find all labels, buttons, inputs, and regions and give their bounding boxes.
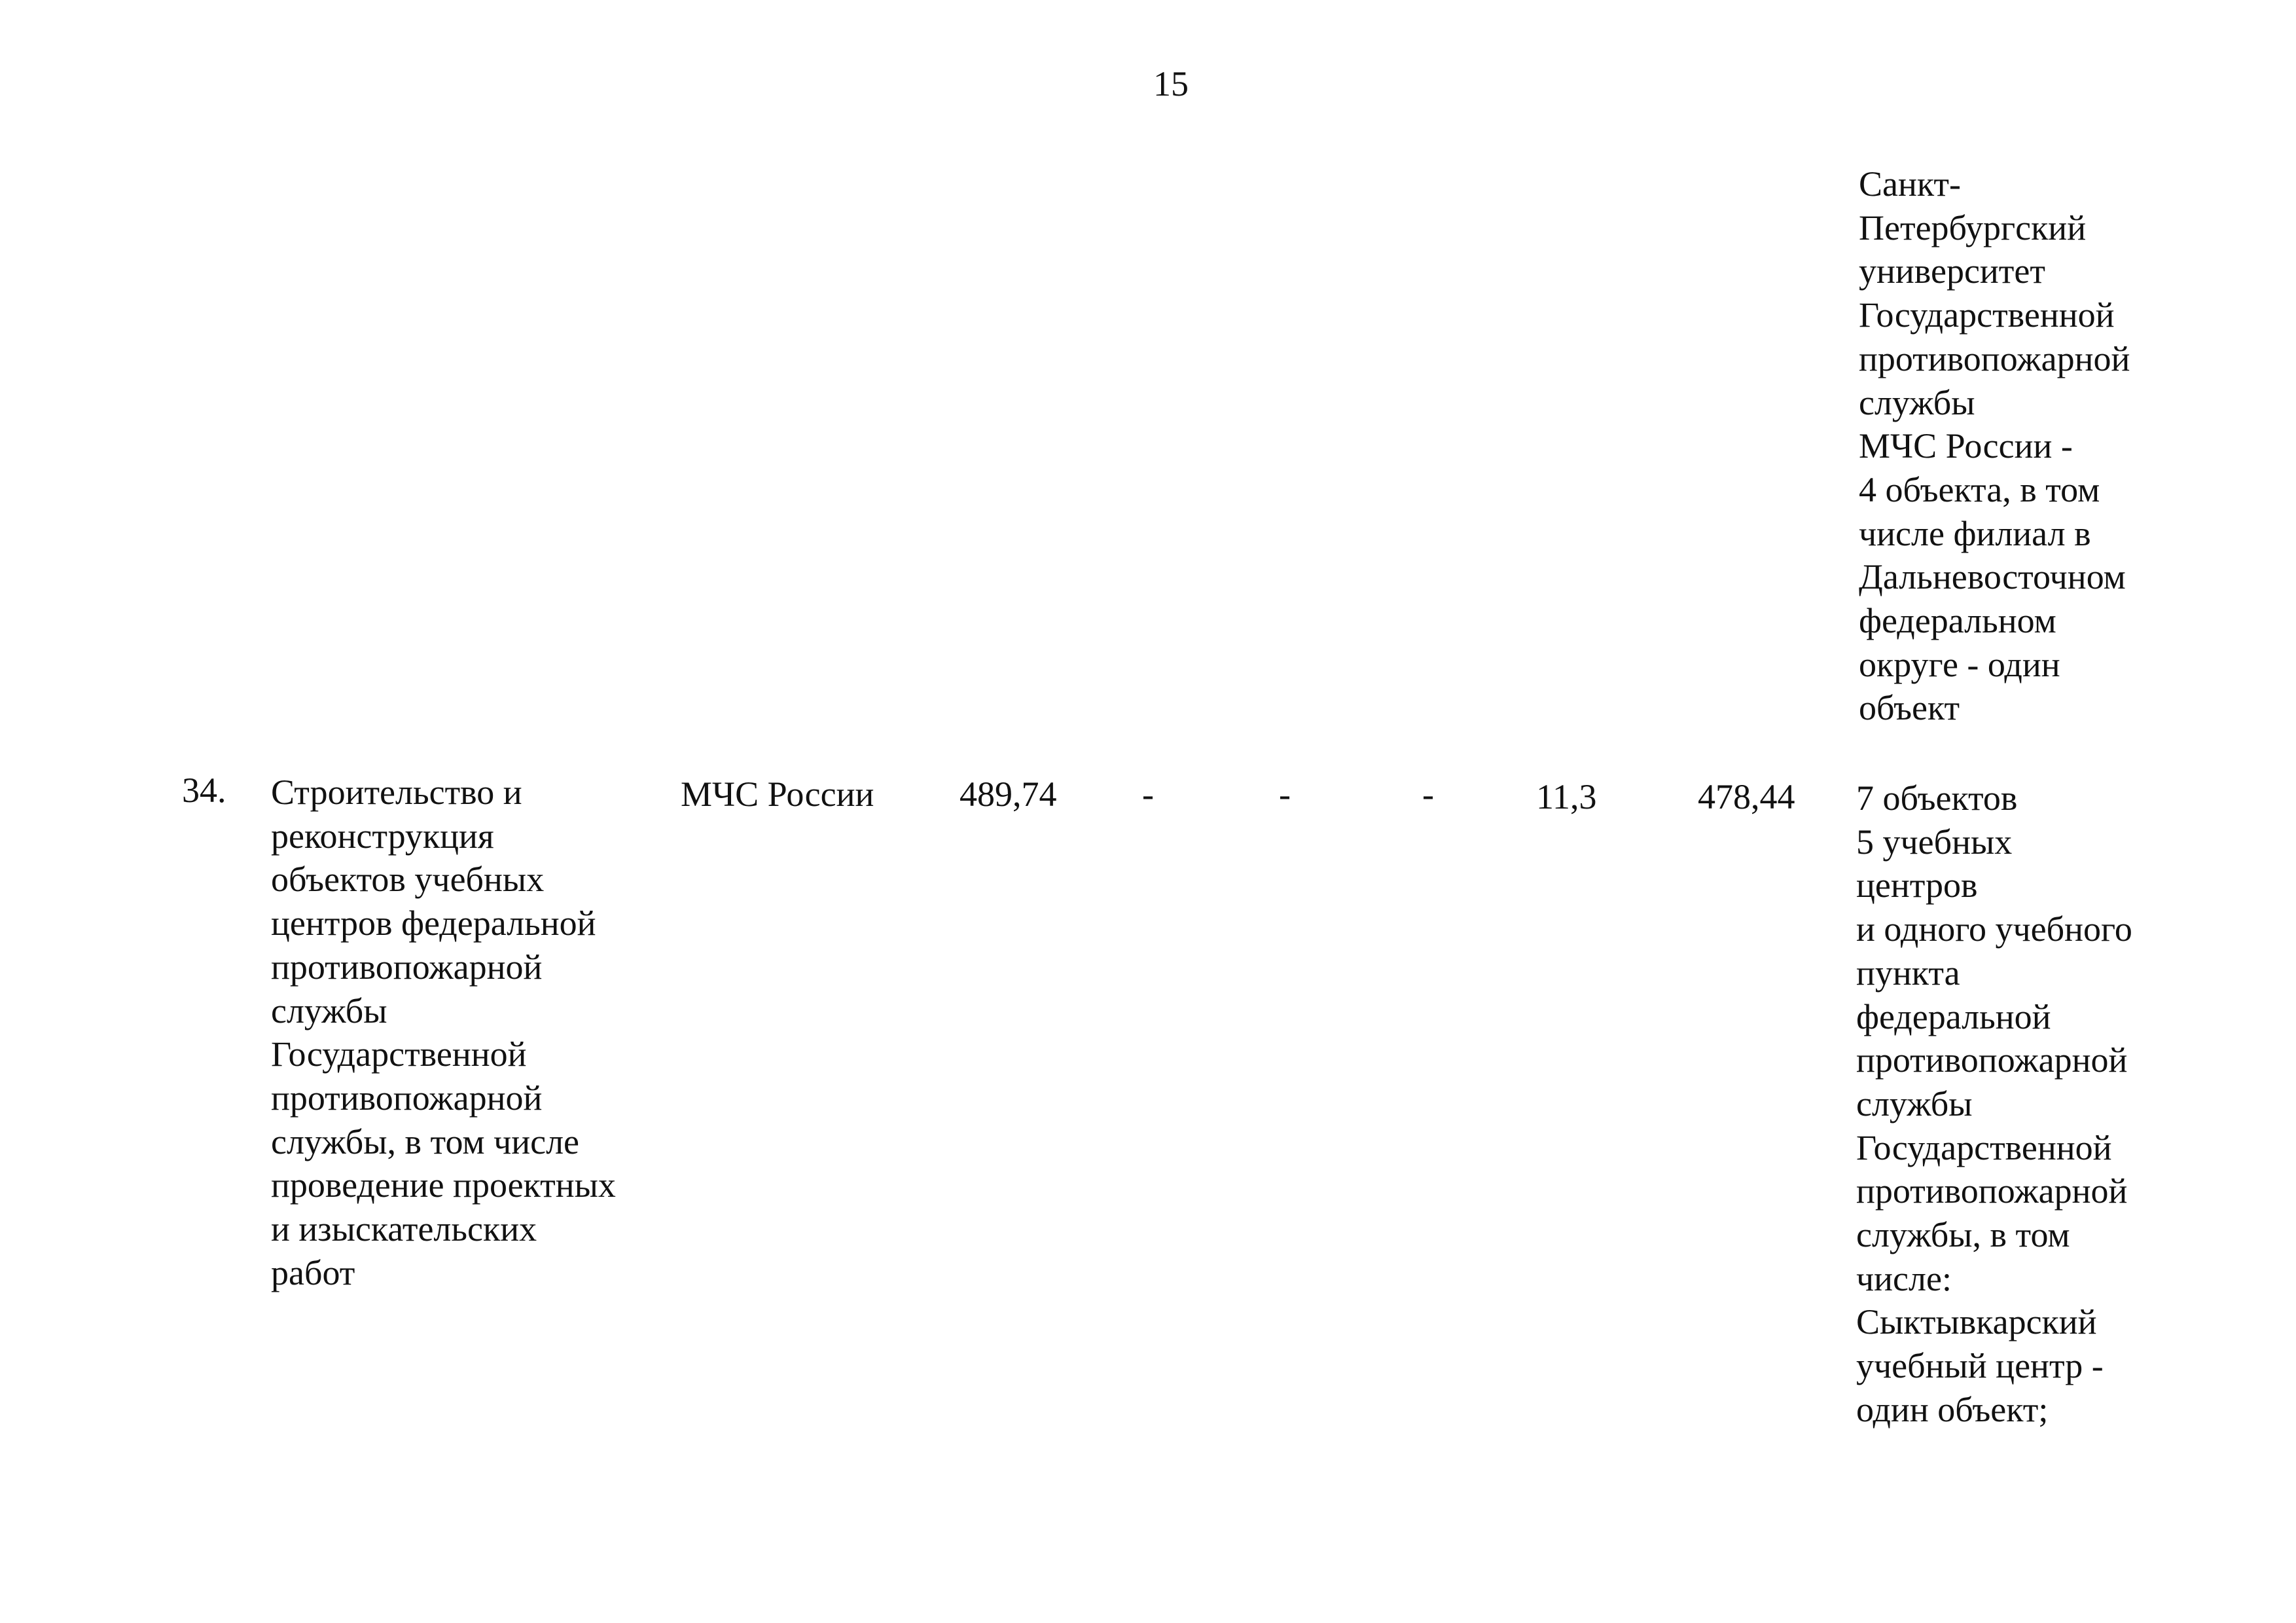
text-line: и одного учебного (1856, 909, 2132, 949)
continued-objects-text (1859, 162, 2130, 730)
text-line: службы, в том числе (271, 1122, 580, 1161)
row-value-4: 11,3 (1536, 777, 1597, 816)
row-value-5: 478,44 (1698, 777, 1795, 816)
text-line: 4 объекта, в том (1859, 469, 2100, 509)
text-line: реконструкция (271, 816, 494, 856)
row-value-3: - (1422, 775, 1434, 814)
text-line: федеральном (1859, 601, 2056, 641)
text-line: учебный центр - (1856, 1346, 2104, 1386)
text-line: противопожарной (1856, 1040, 2128, 1080)
text-line: противопожарной (271, 947, 543, 987)
text-line: Государственной (1856, 1127, 2112, 1167)
text-line: объектов учебных (271, 860, 545, 900)
text-line: МЧС России - (1859, 426, 2073, 466)
text-line: числе: (1856, 1258, 1952, 1298)
text-line: проведение проектных (271, 1165, 616, 1205)
text-line: центров федеральной (271, 903, 596, 943)
text-line: университет (1859, 251, 2045, 291)
text-line: службы, в том (1856, 1215, 2070, 1255)
text-line: противопожарной (1856, 1171, 2128, 1211)
row-total-amount: 489,74 (960, 775, 1057, 814)
text-line: Государственной (271, 1034, 527, 1074)
text-line: противопожарной (271, 1078, 543, 1118)
text-line: Дальневосточном (1859, 557, 2126, 597)
text-line: Санкт- (1859, 164, 1961, 204)
row-value-2: - (1279, 775, 1291, 814)
text-line: один объект; (1856, 1389, 2049, 1429)
text-line: Государственной (1859, 295, 2115, 335)
text-line: и изыскательских (271, 1209, 537, 1249)
text-line: округе - один (1859, 644, 2060, 684)
text-line: противопожарной (1859, 338, 2130, 378)
text-line: работ (271, 1252, 355, 1292)
row-title (271, 771, 616, 1294)
text-line: объект (1859, 688, 1960, 728)
text-line: федеральной (1856, 996, 2051, 1036)
row-agency: МЧС России (681, 775, 874, 814)
page-number: 15 (1153, 64, 1189, 103)
text-line: центров (1856, 866, 1978, 905)
text-line: пункта (1856, 953, 1960, 993)
text-line: числе филиал в (1859, 513, 2091, 553)
row-objects (1856, 776, 2132, 1432)
text-line: службы (1859, 382, 1975, 422)
text-line: Строительство и (271, 773, 522, 812)
text-line: службы (271, 991, 387, 1030)
row-value-1: - (1142, 775, 1154, 814)
text-line: 5 учебных (1856, 822, 2013, 862)
text-line: 7 объектов (1856, 778, 2018, 818)
text-line: Петербургский (1859, 208, 2087, 247)
text-line: Сыктывкарский (1856, 1302, 2097, 1342)
row-number: 34. (182, 771, 226, 810)
text-line: службы (1856, 1084, 1973, 1123)
